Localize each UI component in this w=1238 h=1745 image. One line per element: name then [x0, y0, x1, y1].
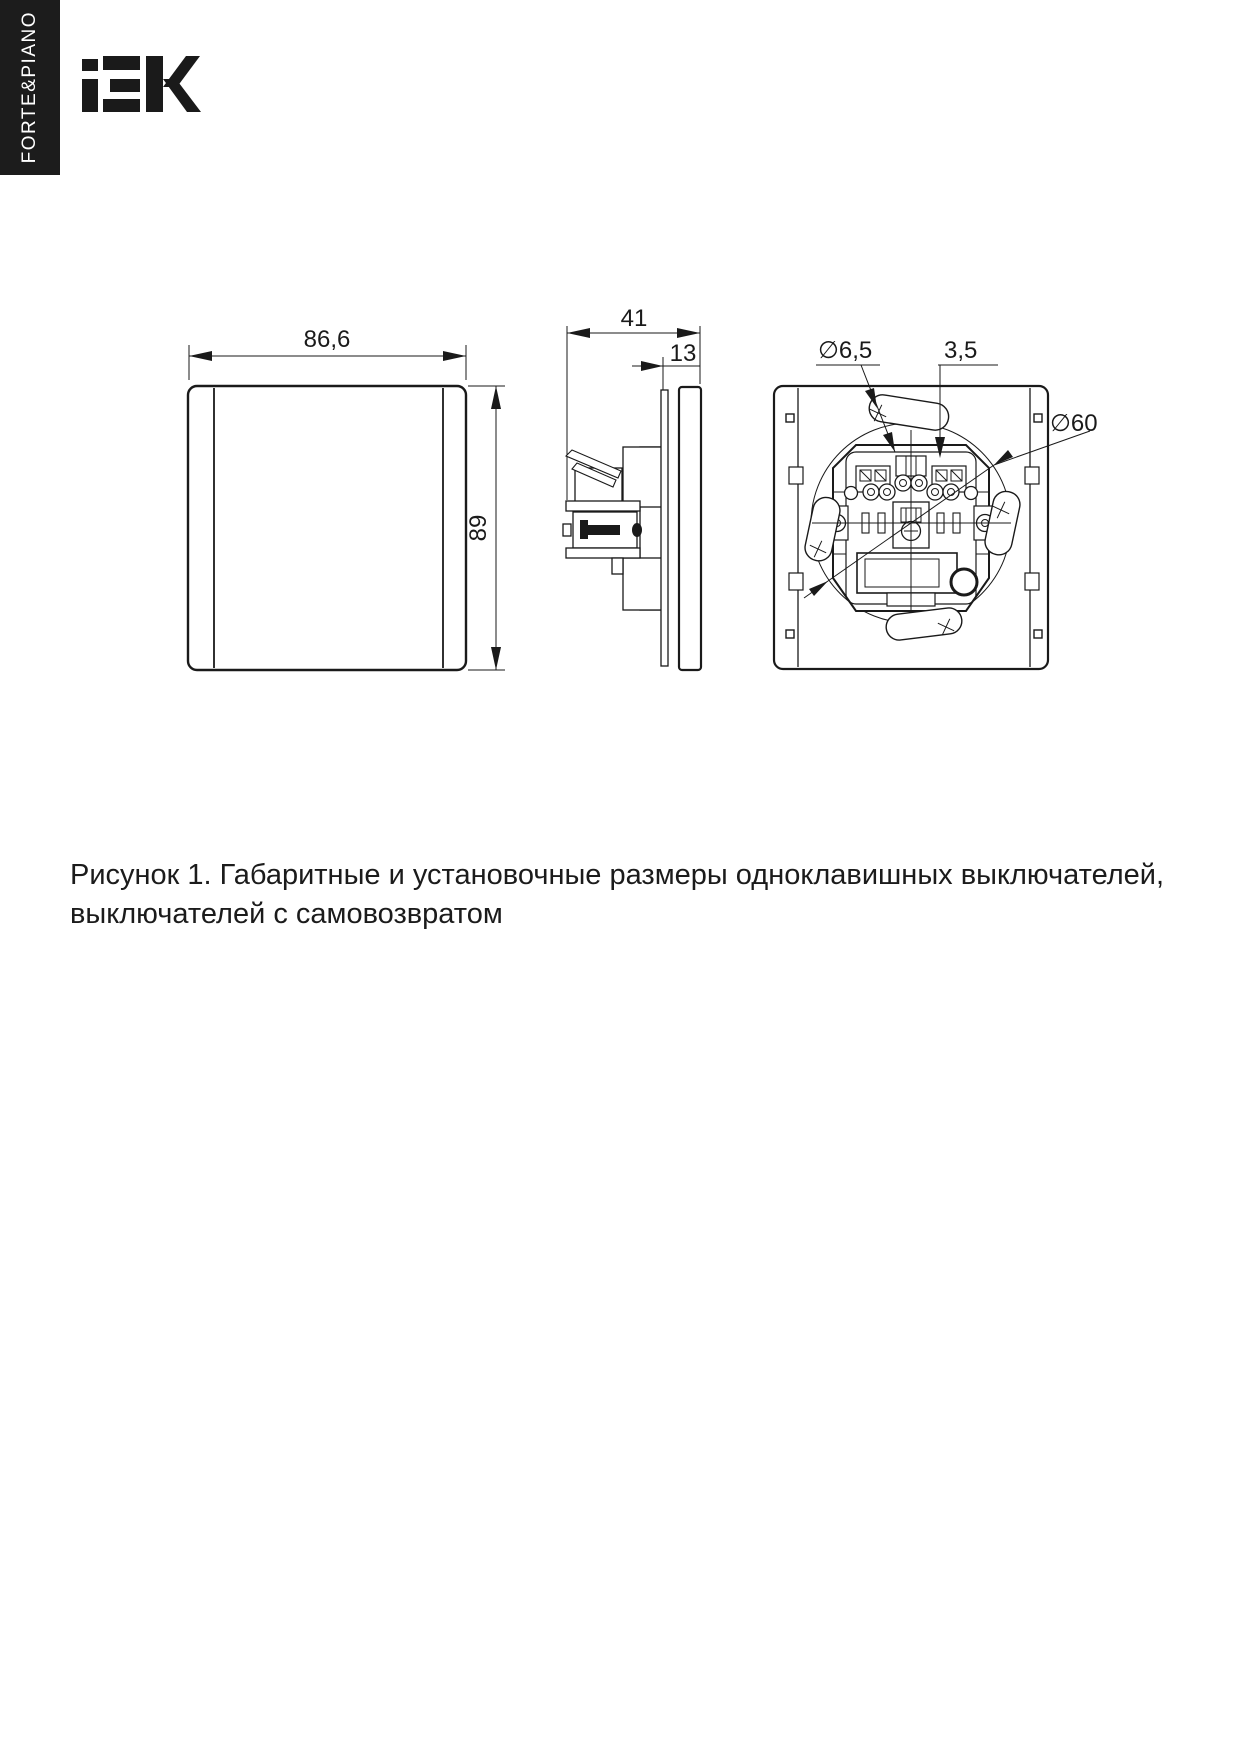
series-label: FORTE&PIANO: [19, 11, 40, 164]
claw-hole-label: ∅6,5: [818, 337, 873, 364]
dim-side-protrusion: [632, 340, 700, 391]
technical-drawing: [0, 0, 1238, 760]
front-view: [188, 326, 505, 670]
side-view: [563, 305, 701, 670]
side-mechanism: [563, 447, 662, 610]
front-width-label: 86,6: [303, 326, 351, 353]
screw-label: 3,5: [944, 337, 978, 364]
mounting-diameter-label: ∅60: [1050, 410, 1098, 437]
side-depth-label: 41: [620, 305, 648, 332]
back-view: [774, 337, 1098, 669]
caption-line-1: Рисунок 1. Габаритные и установочные размеры одноклавишных выключателей,: [70, 859, 1165, 891]
side-protrusion-label: 13: [669, 340, 697, 367]
caption-line-2: выключателей с самовозвратом: [70, 898, 503, 930]
dim-front-height: [465, 386, 505, 670]
front-height-label: 89: [465, 514, 492, 542]
dim-front-width: [189, 326, 466, 380]
figure-caption: [70, 856, 1215, 934]
